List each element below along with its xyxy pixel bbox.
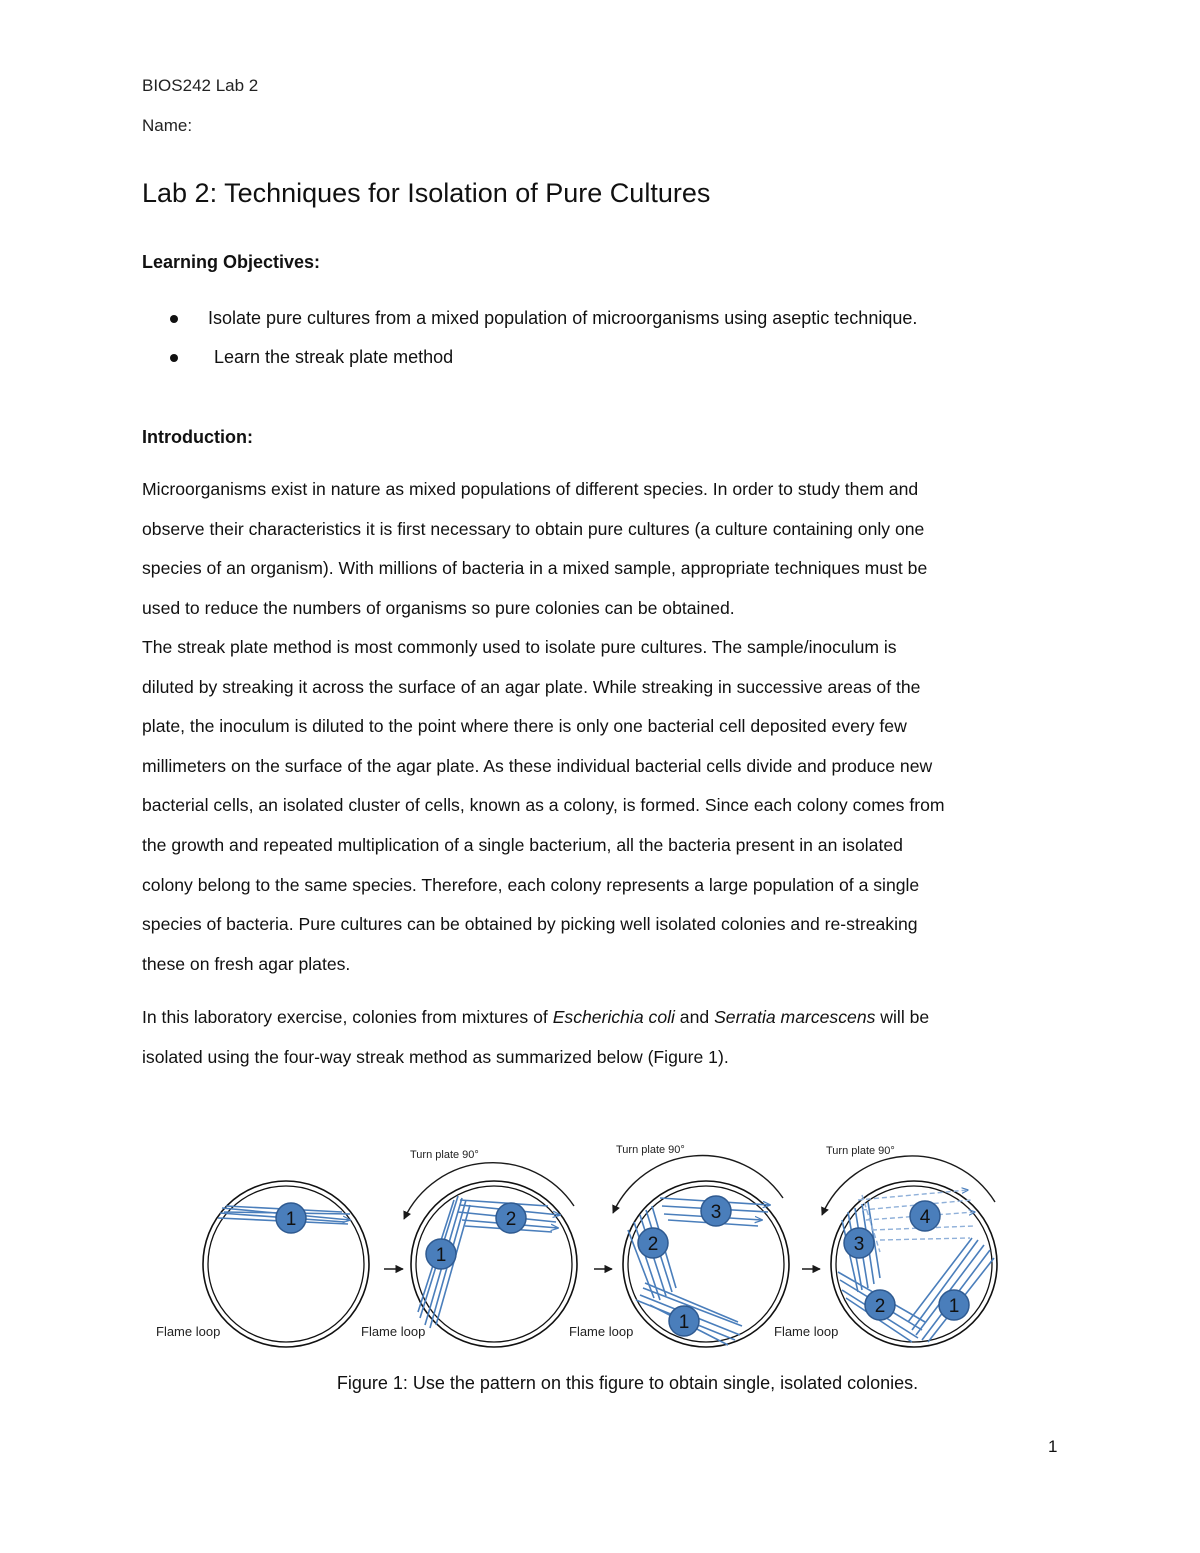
flame-loop-label: Flame loop [774, 1324, 839, 1339]
paragraph-line: isolated using the four-way streak method as summarized below (Figure 1). [142, 1046, 729, 1067]
text-run: will be [875, 1007, 930, 1027]
objectives-heading: Learning Objectives: [142, 252, 321, 272]
flame-loop-label: Flame loop [361, 1324, 426, 1339]
page-title: Lab 2: Techniques for Isolation of Pure Cultures [142, 178, 711, 208]
flame-loop-label: Flame loop [569, 1324, 634, 1339]
number-badge [638, 1228, 668, 1258]
paragraph-line: colony belong to the same species. Therefore, each colony represents a large population of a single [142, 874, 920, 895]
svg-text:1: 1 [285, 1209, 297, 1230]
paragraph-line: Microorganisms exist in nature as mixed populations of different species. In order to study them and [142, 479, 919, 499]
number-badge [669, 1306, 699, 1336]
objective-item [170, 347, 453, 368]
turn-plate-label: Turn plate 90° [616, 1144, 685, 1156]
text-run: and [674, 1007, 715, 1027]
number-badge [844, 1228, 874, 1258]
number-badge [910, 1201, 940, 1231]
svg-text:3: 3 [710, 1202, 722, 1223]
svg-text:1: 1 [678, 1312, 690, 1333]
number-badge [939, 1290, 969, 1320]
paragraph-line: used to reduce the numbers of organisms so pure colonies can be obtained. [142, 597, 735, 618]
bullet-icon [170, 354, 178, 362]
svg-text:1: 1 [948, 1296, 960, 1317]
figure-caption: Figure 1: Use the pattern on this figure to obtain single, isolated colonies. [336, 1373, 919, 1393]
name-label: Name: [142, 116, 193, 135]
paragraph-line: the growth and repeated multiplication of a single bacterium, all the bacteria present in an isolated [142, 834, 903, 855]
turn-plate-label: Turn plate 90° [826, 1145, 895, 1157]
streak-plate-figure [150, 1128, 1020, 1358]
bullet-icon [170, 315, 178, 323]
intro-paragraph-1 [142, 470, 1047, 628]
organism-name: Escherichia coli [552, 1007, 675, 1027]
objective-text: Learn the streak plate method [214, 347, 454, 367]
intro-paragraph-2 [142, 628, 1047, 984]
organism-name: Serratia marcescens [714, 1007, 876, 1027]
paragraph-line [142, 998, 1047, 1038]
paragraph-line: species of bacteria. Pure cultures can be obtained by picking well isolated colonies and re-streaking [142, 914, 918, 935]
paragraph-line: species of an organism). With millions of bacteria in a mixed sample, appropriate techniques must be [142, 558, 928, 579]
number-badge [276, 1203, 306, 1233]
number-badge [701, 1196, 731, 1226]
objective-item [170, 308, 917, 329]
introduction-heading: Introduction: [142, 427, 253, 447]
text-run: In this laboratory exercise, colonies from mixtures of [142, 1007, 553, 1027]
number-badge [865, 1290, 895, 1320]
flame-loop-label: Flame loop [156, 1324, 221, 1339]
svg-text:2: 2 [505, 1209, 517, 1230]
svg-text:1: 1 [435, 1245, 447, 1266]
svg-text:3: 3 [853, 1234, 865, 1255]
page-number: 1 [1048, 1437, 1058, 1456]
svg-text:2: 2 [647, 1234, 659, 1255]
svg-text:2: 2 [874, 1296, 886, 1317]
paragraph-line: millimeters on the surface of the agar plate. As these individual bacterial cells divide and produce new [142, 755, 933, 776]
svg-text:4: 4 [919, 1207, 931, 1228]
rotate-arrow-icon [822, 1156, 995, 1215]
number-badge [426, 1239, 456, 1269]
number-badge [496, 1203, 526, 1233]
paragraph-line: observe their characteristics it is first necessary to obtain pure cultures (a culture containing only one [142, 518, 925, 539]
paragraph-line: The streak plate method is most commonly used to isolate pure cultures. The sample/inoculum is [142, 637, 897, 657]
paragraph-line: plate, the inoculum is diluted to the point where there is only one bacterial cell deposited every few [142, 716, 907, 737]
turn-plate-label: Turn plate 90° [410, 1149, 479, 1161]
intro-paragraph-3 [142, 998, 1047, 1077]
course-header: BIOS242 Lab 2 [142, 76, 259, 95]
objective-text: Isolate pure cultures from a mixed population of microorganisms using aseptic technique. [208, 308, 918, 328]
paragraph-line: diluted by streaking it across the surface of an agar plate. While streaking in successive areas of the [142, 676, 921, 697]
paragraph-line: these on fresh agar plates. [142, 953, 351, 974]
paragraph-line: bacterial cells, an isolated cluster of cells, known as a colony, is formed. Since each colony comes from [142, 795, 945, 816]
